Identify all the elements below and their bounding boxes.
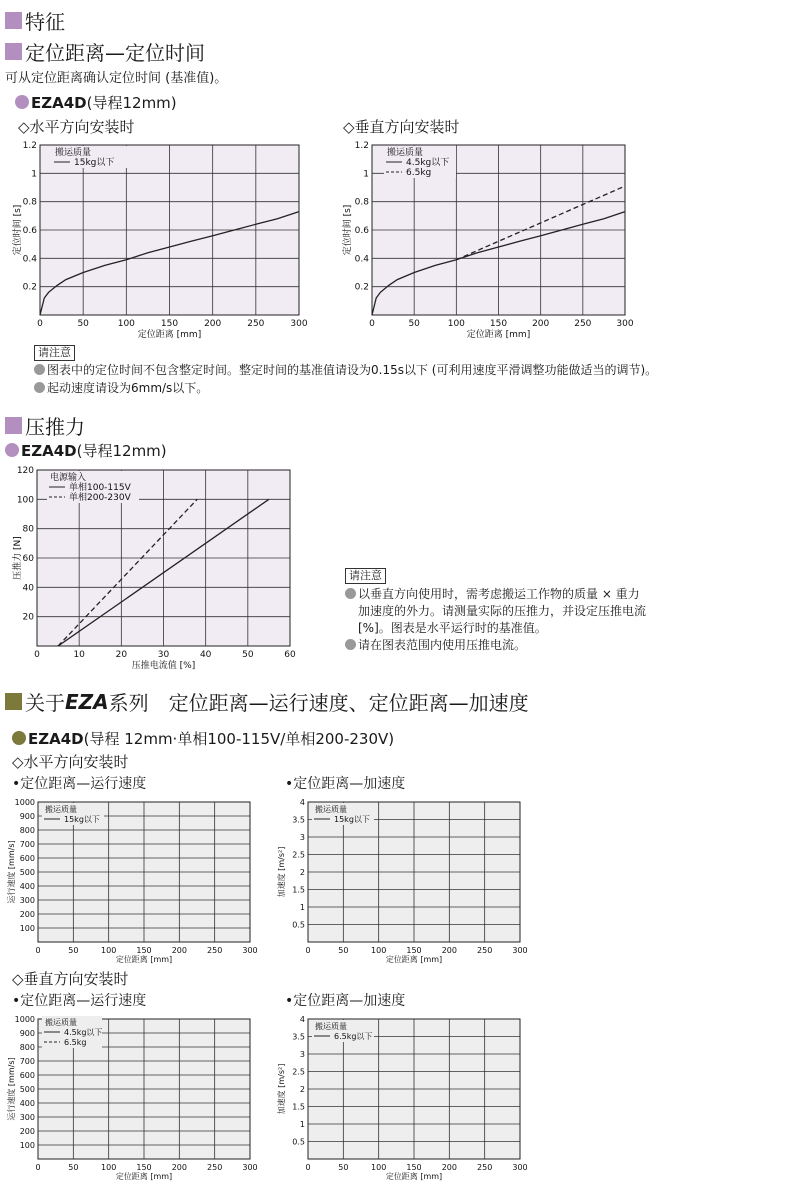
x-tick-label: 200 bbox=[204, 319, 222, 329]
y-tick-label: 60 bbox=[22, 554, 34, 564]
caution-line bbox=[34, 380, 208, 397]
model-name: EZA4D bbox=[28, 730, 84, 748]
accel-title: •定位距离—加速度 bbox=[285, 993, 406, 1009]
x-tick-label: 50 bbox=[408, 319, 420, 329]
accel-title: •定位距离—加速度 bbox=[285, 776, 406, 792]
y-tick-label: 1.5 bbox=[292, 885, 305, 895]
horizontal-title: ◇水平方向安装时 bbox=[18, 118, 135, 136]
legend-title: 搬运质量 bbox=[45, 805, 77, 814]
caution-label: 请注意 bbox=[34, 345, 75, 361]
y-axis-label: 加速度 [m/s²] bbox=[277, 1063, 286, 1115]
x-tick-label: 200 bbox=[441, 1163, 457, 1172]
legend-title: 搬运质量 bbox=[315, 1022, 347, 1031]
x-tick-label: 250 bbox=[207, 946, 223, 955]
legend-title: 搬运质量 bbox=[55, 148, 92, 158]
legend-label: 4.5kg以下 bbox=[406, 158, 450, 168]
y-tick-label: 2 bbox=[299, 1085, 305, 1094]
x-tick-label: 250 bbox=[477, 946, 493, 955]
legend-label: 4.5kg以下 bbox=[64, 1028, 103, 1037]
section-time-heading bbox=[5, 37, 205, 66]
y-axis-label: 压推力 [N] bbox=[13, 536, 23, 580]
x-tick-label: 150 bbox=[406, 1163, 422, 1172]
y-tick-label: 600 bbox=[19, 854, 35, 863]
title-suffix: 系列 定位距离—运行速度、定位距离—加速度 bbox=[108, 691, 529, 715]
square-marker-icon bbox=[5, 693, 22, 710]
legend-label: 6.5kg bbox=[64, 1038, 87, 1047]
y-tick-label: 4 bbox=[299, 1015, 305, 1024]
x-axis-label: 压推电流值 [%] bbox=[131, 661, 196, 670]
y-tick-label: 0.4 bbox=[22, 254, 37, 265]
bullet-dot-icon bbox=[34, 364, 45, 375]
x-tick-label: 100 bbox=[371, 1163, 387, 1172]
legend-title: 搬运质量 bbox=[45, 1018, 77, 1027]
y-tick-label: 800 bbox=[19, 1043, 35, 1052]
section-eza-heading bbox=[5, 687, 529, 716]
chart-accel-vertical bbox=[270, 1011, 550, 1186]
model-name: EZA4D bbox=[21, 442, 77, 460]
y-tick-label: 700 bbox=[19, 840, 35, 849]
legend-label: 6.5kg bbox=[406, 168, 432, 178]
y-tick-label: 0.5 bbox=[292, 920, 305, 930]
x-tick-label: 50 bbox=[338, 1163, 349, 1172]
x-tick-label: 300 bbox=[512, 946, 528, 955]
circle-bullet-icon bbox=[12, 731, 26, 745]
y-tick-label: 0.2 bbox=[22, 282, 37, 293]
y-axis-label: 运行速度 [mm/s] bbox=[7, 1057, 16, 1121]
caution-label: 请注意 bbox=[345, 568, 386, 584]
x-tick-label: 250 bbox=[207, 1163, 223, 1172]
y-tick-label: 0.6 bbox=[354, 226, 369, 236]
y-tick-label: 1000 bbox=[14, 1015, 35, 1024]
chart-time-horizontal bbox=[0, 135, 330, 345]
x-tick-label: 0 bbox=[305, 1163, 311, 1172]
circle-bullet-icon bbox=[5, 443, 19, 457]
brand-name: EZA bbox=[65, 689, 109, 714]
section-thrust-heading bbox=[5, 411, 85, 440]
bullet-dot-icon bbox=[345, 639, 356, 650]
caution-text: 图表中的定位时间不包含整定时间。整定时间的基准值请设为0.15s以下 (可利用速度平滑调整功能做适当的调节)。 bbox=[47, 363, 658, 377]
x-tick-label: 200 bbox=[171, 946, 187, 955]
x-tick-label: 300 bbox=[512, 1163, 528, 1172]
model-name: EZA4D bbox=[31, 94, 87, 112]
x-tick-label: 10 bbox=[73, 650, 85, 660]
vertical-title: ◇垂直方向安装时 bbox=[343, 118, 460, 136]
x-tick-label: 0 bbox=[305, 946, 311, 955]
x-tick-label: 0 bbox=[369, 319, 375, 329]
x-tick-label: 30 bbox=[157, 650, 170, 660]
x-axis-label: 定位距离 [mm] bbox=[115, 1172, 173, 1181]
x-tick-label: 250 bbox=[477, 1163, 493, 1172]
y-tick-label: 1000 bbox=[14, 798, 35, 807]
x-tick-label: 0 bbox=[34, 650, 40, 660]
caution-line bbox=[34, 362, 657, 379]
x-tick-label: 200 bbox=[532, 319, 550, 329]
legend-title: 搬运质量 bbox=[387, 148, 424, 158]
legend-title: 搬运质量 bbox=[315, 805, 347, 814]
x-tick-label: 150 bbox=[160, 319, 179, 329]
y-axis-label: 运行速度 [mm/s] bbox=[7, 840, 16, 904]
square-marker-icon bbox=[5, 12, 22, 29]
x-tick-label: 150 bbox=[136, 1163, 152, 1172]
y-tick-label: 500 bbox=[19, 868, 35, 877]
x-tick-label: 300 bbox=[290, 319, 308, 329]
x-tick-label: 100 bbox=[101, 946, 117, 955]
x-tick-label: 100 bbox=[117, 319, 135, 329]
chart-time-vertical bbox=[330, 135, 650, 345]
section-title: 定位距离—定位时间 bbox=[25, 41, 205, 65]
x-tick-label: 0 bbox=[35, 946, 41, 955]
x-tick-label: 100 bbox=[101, 1163, 117, 1172]
x-axis-label: 定位距离 [mm] bbox=[385, 955, 443, 964]
speed-title: •定位距离—运行速度 bbox=[12, 776, 147, 792]
x-axis-label: 定位距离 [mm] bbox=[137, 330, 202, 340]
y-tick-label: 3 bbox=[299, 1050, 305, 1059]
x-tick-label: 250 bbox=[247, 319, 265, 329]
y-tick-label: 300 bbox=[19, 896, 35, 905]
x-tick-label: 0 bbox=[35, 1163, 41, 1172]
y-tick-label: 800 bbox=[19, 826, 35, 835]
bullet-dot-icon bbox=[34, 382, 45, 393]
x-tick-label: 150 bbox=[489, 319, 508, 329]
y-tick-label: 2 bbox=[299, 868, 305, 877]
x-tick-label: 0 bbox=[37, 319, 43, 329]
y-tick-label: 1 bbox=[31, 169, 37, 180]
x-tick-label: 100 bbox=[371, 946, 387, 955]
y-tick-label: 400 bbox=[19, 1099, 35, 1108]
y-tick-label: 0.8 bbox=[354, 197, 369, 208]
chart-thrust bbox=[0, 460, 320, 670]
x-axis-label: 定位距离 [mm] bbox=[466, 330, 531, 340]
y-tick-label: 120 bbox=[16, 466, 34, 476]
x-tick-label: 200 bbox=[171, 1163, 187, 1172]
section-description: 可从定位距离确认定位时间 (基准值)。 bbox=[5, 71, 228, 86]
y-tick-label: 3.5 bbox=[292, 1032, 305, 1042]
x-tick-label: 300 bbox=[242, 946, 258, 955]
x-tick-label: 150 bbox=[406, 946, 422, 955]
caution-text: 以垂直方向使用时，需考虑搬运工作物的质量 × 重力 bbox=[358, 587, 640, 601]
x-tick-label: 50 bbox=[242, 650, 254, 660]
legend-label: 单相200-230V bbox=[69, 493, 131, 503]
y-tick-label: 400 bbox=[19, 882, 35, 891]
y-tick-label: 3 bbox=[299, 833, 305, 842]
model-heading bbox=[15, 92, 177, 113]
caution-text: 请在图表范围内使用压推电流。 bbox=[358, 638, 527, 652]
model-heading bbox=[12, 728, 394, 749]
y-tick-label: 80 bbox=[22, 524, 34, 535]
y-tick-label: 0.8 bbox=[22, 197, 37, 208]
x-tick-label: 50 bbox=[77, 319, 89, 329]
y-tick-label: 1 bbox=[299, 903, 305, 912]
y-tick-label: 2.5 bbox=[292, 850, 305, 860]
y-tick-label: 200 bbox=[19, 910, 35, 919]
x-tick-label: 50 bbox=[68, 1163, 79, 1172]
y-axis-label: 加速度 [m/s²] bbox=[277, 846, 286, 898]
model-heading bbox=[5, 440, 167, 461]
x-tick-label: 40 bbox=[199, 650, 212, 660]
y-tick-label: 2.5 bbox=[292, 1067, 305, 1077]
caution-text: 加速度的外力。请测量实际的压推力，并设定压推电流 bbox=[358, 604, 647, 618]
section-features-heading bbox=[5, 6, 65, 35]
x-axis-label: 定位距离 [mm] bbox=[385, 1172, 443, 1181]
chart-accel-horizontal bbox=[270, 794, 550, 969]
y-tick-label: 3.5 bbox=[292, 815, 305, 825]
y-tick-label: 200 bbox=[19, 1127, 35, 1136]
y-tick-label: 100 bbox=[19, 1141, 35, 1150]
y-tick-label: 500 bbox=[19, 1085, 35, 1094]
x-tick-label: 300 bbox=[242, 1163, 258, 1172]
y-tick-label: 0.2 bbox=[354, 282, 369, 293]
legend-label: 6.5kg以下 bbox=[334, 1032, 373, 1041]
y-tick-label: 1 bbox=[299, 1120, 305, 1129]
model-subtitle: (导程12mm) bbox=[86, 94, 177, 112]
caution-text: [%]。图表是水平运行时的基准值。 bbox=[358, 621, 547, 635]
x-axis-label: 定位距离 [mm] bbox=[115, 955, 173, 964]
y-tick-label: 0.4 bbox=[354, 254, 369, 265]
speed-title: •定位距离—运行速度 bbox=[12, 993, 147, 1009]
y-tick-label: 4 bbox=[299, 798, 305, 807]
horizontal-title: ◇水平方向安装时 bbox=[12, 753, 129, 771]
square-marker-icon bbox=[5, 43, 22, 60]
legend-label: 15kg以下 bbox=[74, 158, 115, 168]
x-tick-label: 250 bbox=[574, 319, 592, 329]
x-tick-label: 60 bbox=[284, 650, 296, 660]
legend-label: 15kg以下 bbox=[64, 815, 100, 824]
bullet-dot-icon bbox=[345, 588, 356, 599]
x-tick-label: 100 bbox=[447, 319, 465, 329]
y-tick-label: 100 bbox=[16, 495, 34, 506]
caution-text: 起动速度请设为6mm/s以下。 bbox=[47, 381, 209, 395]
vertical-title: ◇垂直方向安装时 bbox=[12, 970, 129, 988]
chart-speed-horizontal bbox=[0, 794, 280, 969]
y-tick-label: 1.2 bbox=[22, 141, 37, 151]
y-tick-label: 40 bbox=[22, 583, 34, 594]
caution-line bbox=[345, 586, 640, 603]
y-tick-label: 300 bbox=[19, 1113, 35, 1122]
model-subtitle: (导程12mm) bbox=[76, 442, 167, 460]
y-tick-label: 1 bbox=[363, 169, 369, 180]
x-tick-label: 200 bbox=[441, 946, 457, 955]
y-axis-label: 定位时间 [s] bbox=[343, 204, 353, 256]
circle-bullet-icon bbox=[15, 95, 29, 109]
model-subtitle: (导程 12mm·单相100-115V/单相200-230V) bbox=[83, 730, 395, 748]
y-tick-label: 1.5 bbox=[292, 1102, 305, 1112]
x-tick-label: 150 bbox=[136, 946, 152, 955]
y-axis-label: 定位时间 [s] bbox=[13, 204, 23, 256]
y-tick-label: 0.6 bbox=[22, 226, 37, 236]
title-prefix: 关于 bbox=[25, 691, 65, 715]
y-tick-label: 20 bbox=[22, 612, 34, 623]
y-tick-label: 1.2 bbox=[354, 141, 369, 151]
chart-speed-vertical bbox=[0, 1011, 280, 1186]
x-tick-label: 300 bbox=[616, 319, 634, 329]
section-title: 特征 bbox=[25, 10, 65, 34]
y-tick-label: 100 bbox=[19, 924, 35, 933]
caution-line bbox=[345, 637, 526, 654]
x-tick-label: 50 bbox=[338, 946, 349, 955]
y-tick-label: 900 bbox=[19, 1029, 35, 1038]
y-tick-label: 700 bbox=[19, 1057, 35, 1066]
y-tick-label: 600 bbox=[19, 1071, 35, 1080]
square-marker-icon bbox=[5, 417, 22, 434]
legend-label: 15kg以下 bbox=[334, 815, 370, 824]
y-tick-label: 0.5 bbox=[292, 1137, 305, 1147]
x-tick-label: 50 bbox=[68, 946, 79, 955]
section-title: 压推力 bbox=[25, 415, 85, 439]
legend-title: 电源输入 bbox=[50, 473, 87, 483]
x-tick-label: 20 bbox=[115, 650, 128, 660]
legend-label: 单相100-115V bbox=[69, 483, 131, 493]
y-tick-label: 900 bbox=[19, 812, 35, 821]
